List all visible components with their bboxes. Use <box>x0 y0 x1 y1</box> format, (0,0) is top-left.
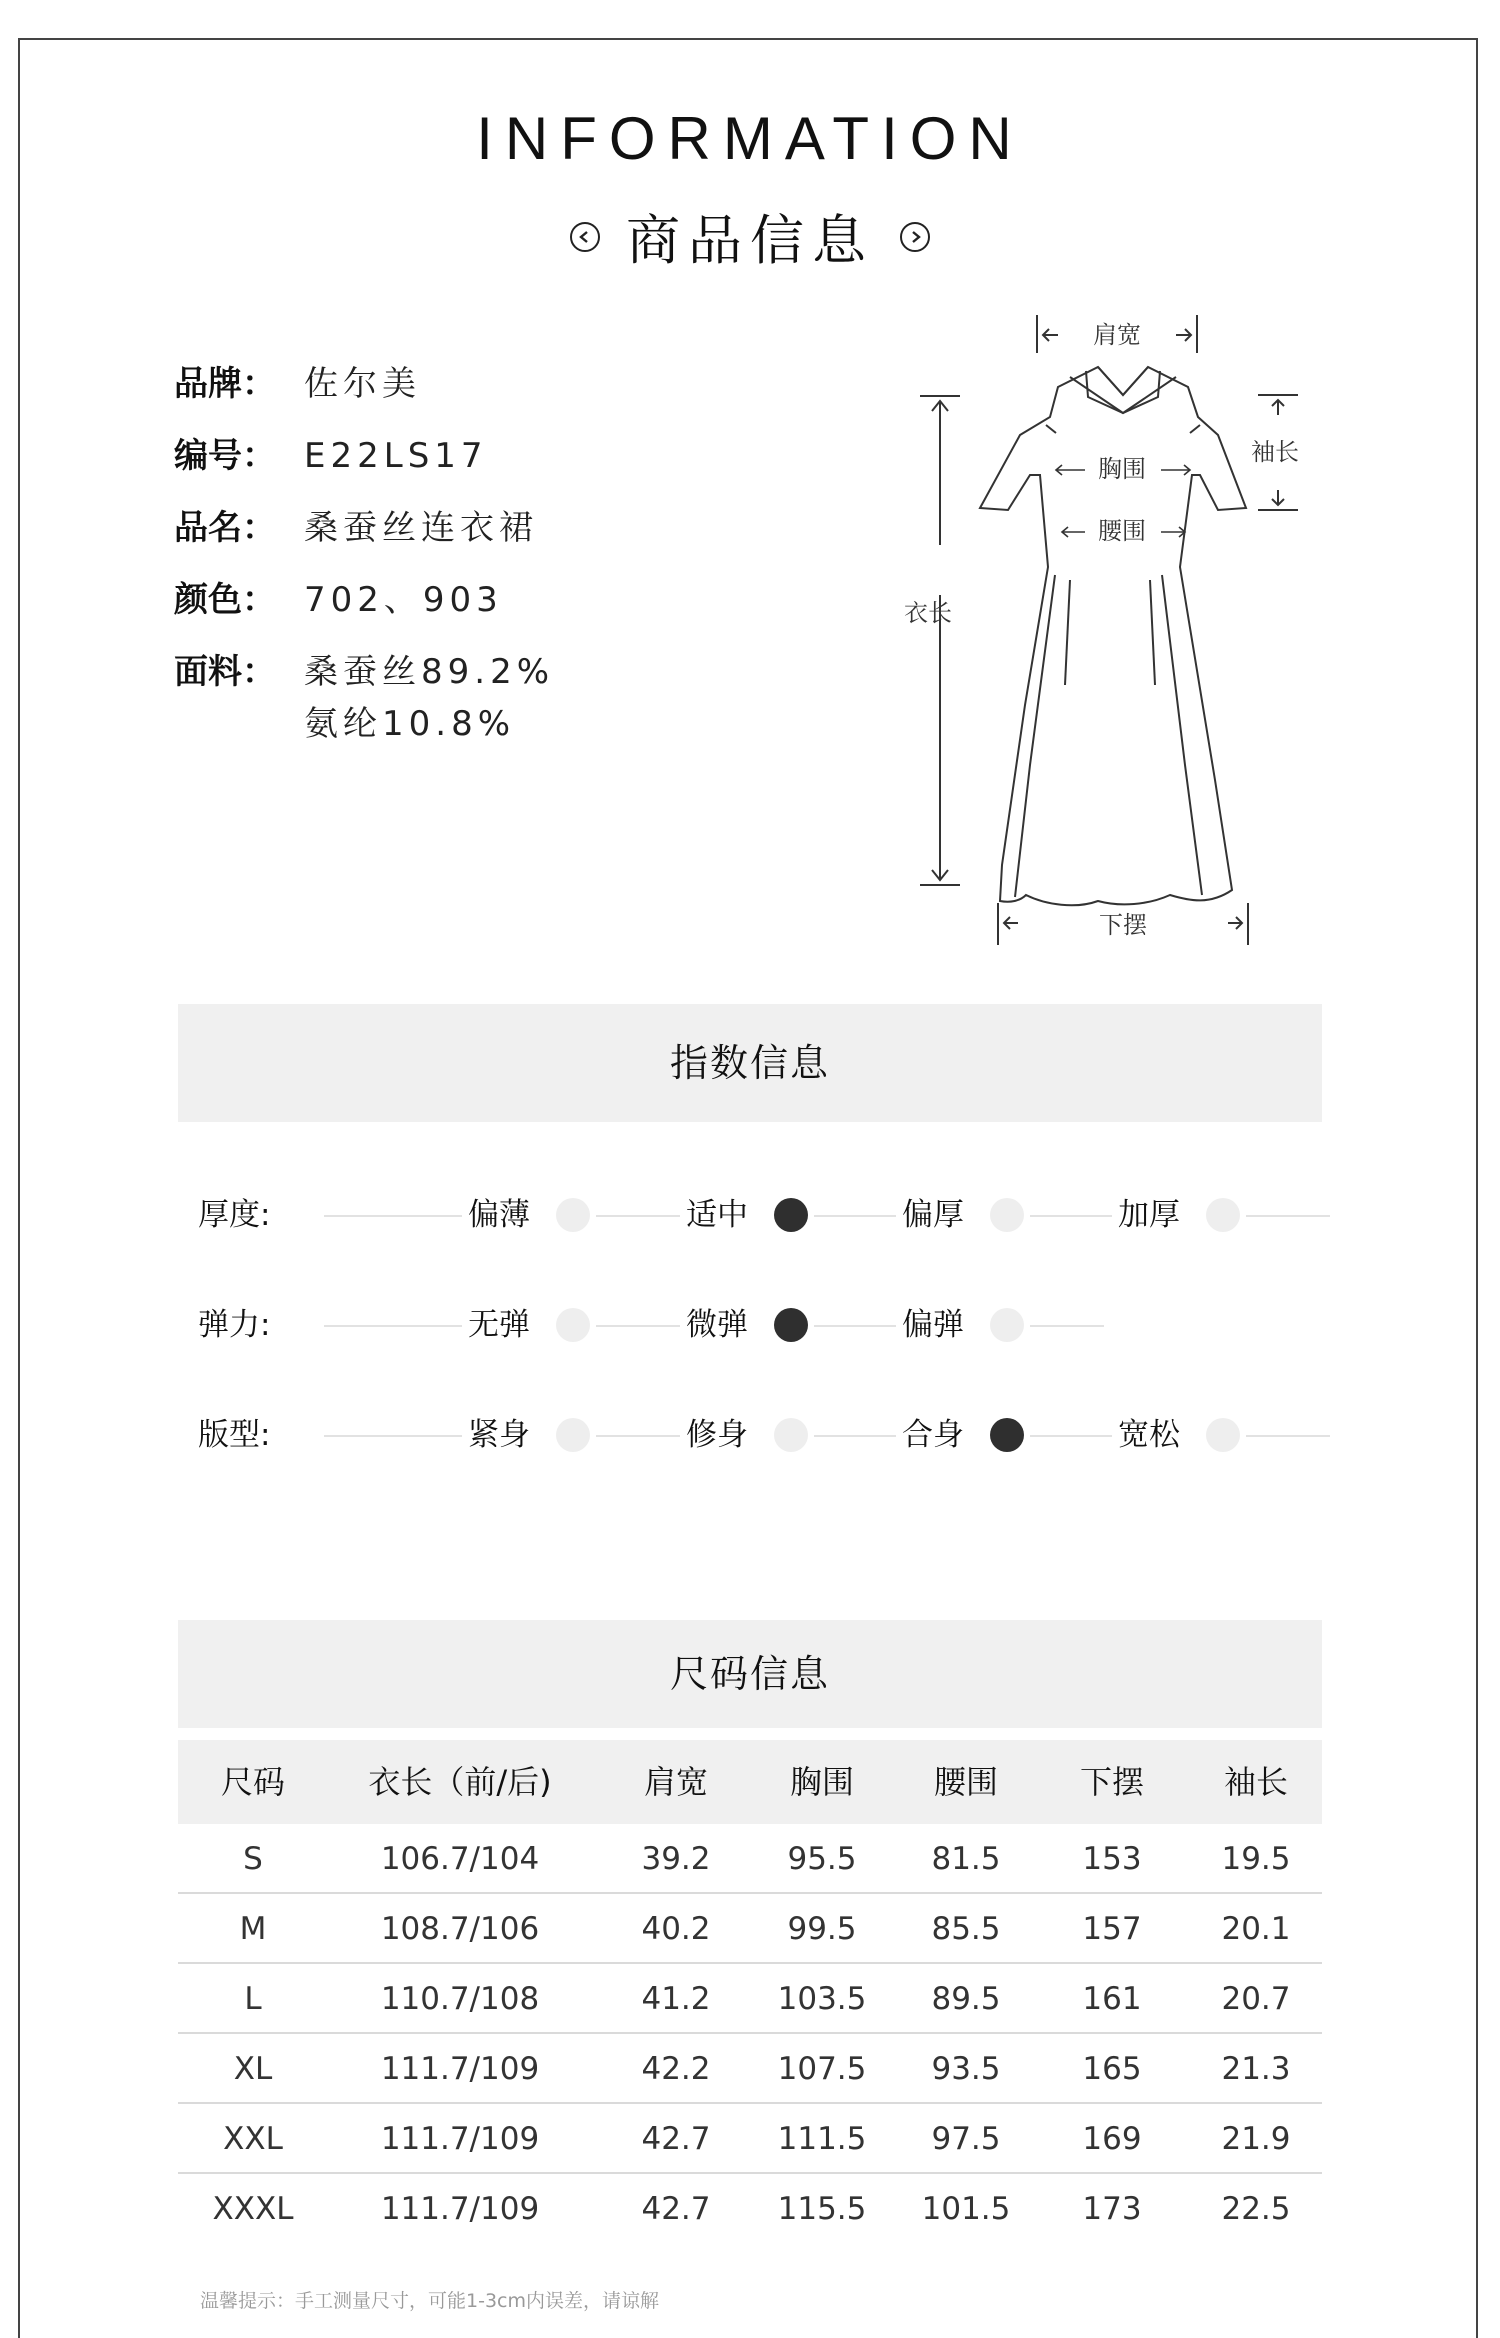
table-cell: 110.7/108 <box>380 1981 540 2017</box>
info-key: 品牌： <box>174 364 276 404</box>
column-header: 肩宽 <box>643 1763 709 1801</box>
table-cell: 22.5 <box>1221 2191 1291 2227</box>
table-cell: S <box>243 1841 263 1877</box>
product-info <box>174 360 554 772</box>
info-key: 面料： <box>174 652 276 692</box>
index-option: 紧身 <box>462 1410 596 1460</box>
info-key: 品名： <box>174 508 276 548</box>
diagram-hem-label: 下摆 <box>1099 911 1147 939</box>
title-en: INFORMATION <box>476 105 1024 172</box>
table-row <box>178 2174 1322 2244</box>
title-cn: 商品信息 <box>626 209 874 272</box>
size-section-title: 尺码信息 <box>178 1620 1322 1728</box>
dress-measurement-diagram <box>880 305 1300 955</box>
index-dot <box>774 1418 808 1452</box>
table-cell: 81.5 <box>931 1841 1001 1877</box>
table-cell: 97.5 <box>931 2121 1001 2157</box>
table-cell: 165 <box>1082 2051 1142 2087</box>
index-dot-selected <box>774 1308 808 1342</box>
info-key: 编号： <box>174 436 276 476</box>
table-cell: 103.5 <box>777 1981 867 2017</box>
index-dot <box>556 1198 590 1232</box>
index-row-fit <box>198 1410 1328 1460</box>
index-label: 版型: <box>198 1417 271 1453</box>
table-cell: 40.2 <box>641 1911 711 1947</box>
table-cell: 153 <box>1082 1841 1142 1877</box>
diagram-chest-label: 胸围 <box>1098 455 1146 483</box>
info-value: 氨纶10.8% <box>304 704 516 744</box>
table-cell: 20.1 <box>1221 1911 1291 1947</box>
info-value: 桑蚕丝连衣裙 <box>304 508 538 548</box>
index-option: 无弹 <box>462 1300 596 1350</box>
table-row <box>178 1964 1322 2034</box>
size-table-header <box>178 1740 1322 1824</box>
diagram-shoulder-label: 肩宽 <box>1093 321 1141 349</box>
info-color <box>174 576 554 624</box>
table-cell: 111.7/109 <box>380 2191 540 2227</box>
table-row <box>178 2034 1322 2104</box>
info-name <box>174 504 554 552</box>
table-cell: 111.7/109 <box>380 2051 540 2087</box>
table-cell: 169 <box>1082 2121 1142 2157</box>
info-value: 佐尔美 <box>304 364 421 404</box>
index-option: 偏厚 <box>896 1190 1030 1240</box>
table-cell: 42.2 <box>641 2051 711 2087</box>
info-fabric <box>174 648 554 748</box>
diagram-sleeve-label: 袖长 <box>1251 438 1299 466</box>
table-row <box>178 2104 1322 2174</box>
index-section-title: 指数信息 <box>178 1004 1322 1122</box>
table-cell: 161 <box>1082 1981 1142 2017</box>
index-option: 修身 <box>680 1410 814 1460</box>
info-value: 702、903 <box>304 580 503 620</box>
table-cell: 42.7 <box>641 2121 711 2157</box>
table-cell: 41.2 <box>641 1981 711 2017</box>
measurement-note: 温馨提示：手工测量尺寸，可能1-3cm内误差，请谅解 <box>200 2290 659 2312</box>
table-cell: 39.2 <box>641 1841 711 1877</box>
table-cell: 42.7 <box>641 2191 711 2227</box>
table-cell: 173 <box>1082 2191 1142 2227</box>
column-header: 衣长（前/后) <box>368 1763 552 1801</box>
table-cell: 19.5 <box>1221 1841 1291 1877</box>
info-value: E22LS17 <box>304 436 488 476</box>
index-dot <box>556 1418 590 1452</box>
table-cell: XXXL <box>212 2191 294 2227</box>
table-cell: 20.7 <box>1221 1981 1291 2017</box>
table-cell: L <box>244 1981 262 2017</box>
table-cell: 115.5 <box>777 2191 867 2227</box>
index-dot <box>1206 1418 1240 1452</box>
table-cell: 85.5 <box>931 1911 1001 1947</box>
table-cell: 106.7/104 <box>380 1841 540 1877</box>
index-option: 宽松 <box>1112 1410 1246 1460</box>
index-dot <box>990 1308 1024 1342</box>
table-cell: 99.5 <box>787 1911 857 1947</box>
table-row <box>178 1894 1322 1964</box>
table-cell: 111.7/109 <box>380 2121 540 2157</box>
index-label: 厚度: <box>198 1197 271 1233</box>
index-option: 加厚 <box>1112 1190 1246 1240</box>
info-brand <box>174 360 554 408</box>
column-header: 下摆 <box>1079 1763 1145 1801</box>
info-code <box>174 432 554 480</box>
title-cn-row <box>0 198 1500 275</box>
index-row-thickness <box>198 1190 1328 1240</box>
index-option: 偏薄 <box>462 1190 596 1240</box>
diagram-length-label: 衣长 <box>904 599 952 627</box>
table-cell: M <box>239 1911 267 1947</box>
info-key: 颜色： <box>174 580 276 620</box>
index-option: 偏弹 <box>896 1300 1030 1350</box>
index-dot <box>1206 1198 1240 1232</box>
index-row-elasticity <box>198 1300 1328 1350</box>
column-header: 腰围 <box>933 1763 999 1801</box>
index-option-selected: 合身 <box>896 1410 1030 1460</box>
table-cell: 111.5 <box>777 2121 867 2157</box>
index-label: 弹力: <box>198 1307 271 1343</box>
column-header: 尺码 <box>220 1763 286 1801</box>
table-cell: 21.9 <box>1221 2121 1291 2157</box>
circle-arrow-right-icon <box>900 222 930 252</box>
table-cell: 101.5 <box>921 2191 1011 2227</box>
table-cell: 21.3 <box>1221 2051 1291 2087</box>
index-dot-selected <box>774 1198 808 1232</box>
circle-arrow-left-icon <box>570 222 600 252</box>
diagram-waist-label: 腰围 <box>1098 517 1146 545</box>
info-value: 桑蚕丝89.2% <box>304 652 555 692</box>
table-cell: 93.5 <box>931 2051 1001 2087</box>
table-cell: 157 <box>1082 1911 1142 1947</box>
index-dot <box>990 1198 1024 1232</box>
table-cell: 108.7/106 <box>380 1911 540 1947</box>
table-cell: 95.5 <box>787 1841 857 1877</box>
table-cell: XL <box>233 2051 273 2087</box>
table-cell: 107.5 <box>777 2051 867 2087</box>
index-dot <box>556 1308 590 1342</box>
table-cell: XXL <box>223 2121 283 2157</box>
column-header: 袖长 <box>1223 1763 1289 1801</box>
table-row <box>178 1824 1322 1894</box>
table-cell: 89.5 <box>931 1981 1001 2017</box>
index-option-selected: 适中 <box>680 1190 814 1240</box>
index-option-selected: 微弹 <box>680 1300 814 1350</box>
column-header: 胸围 <box>789 1763 855 1801</box>
index-dot-selected <box>990 1418 1024 1452</box>
